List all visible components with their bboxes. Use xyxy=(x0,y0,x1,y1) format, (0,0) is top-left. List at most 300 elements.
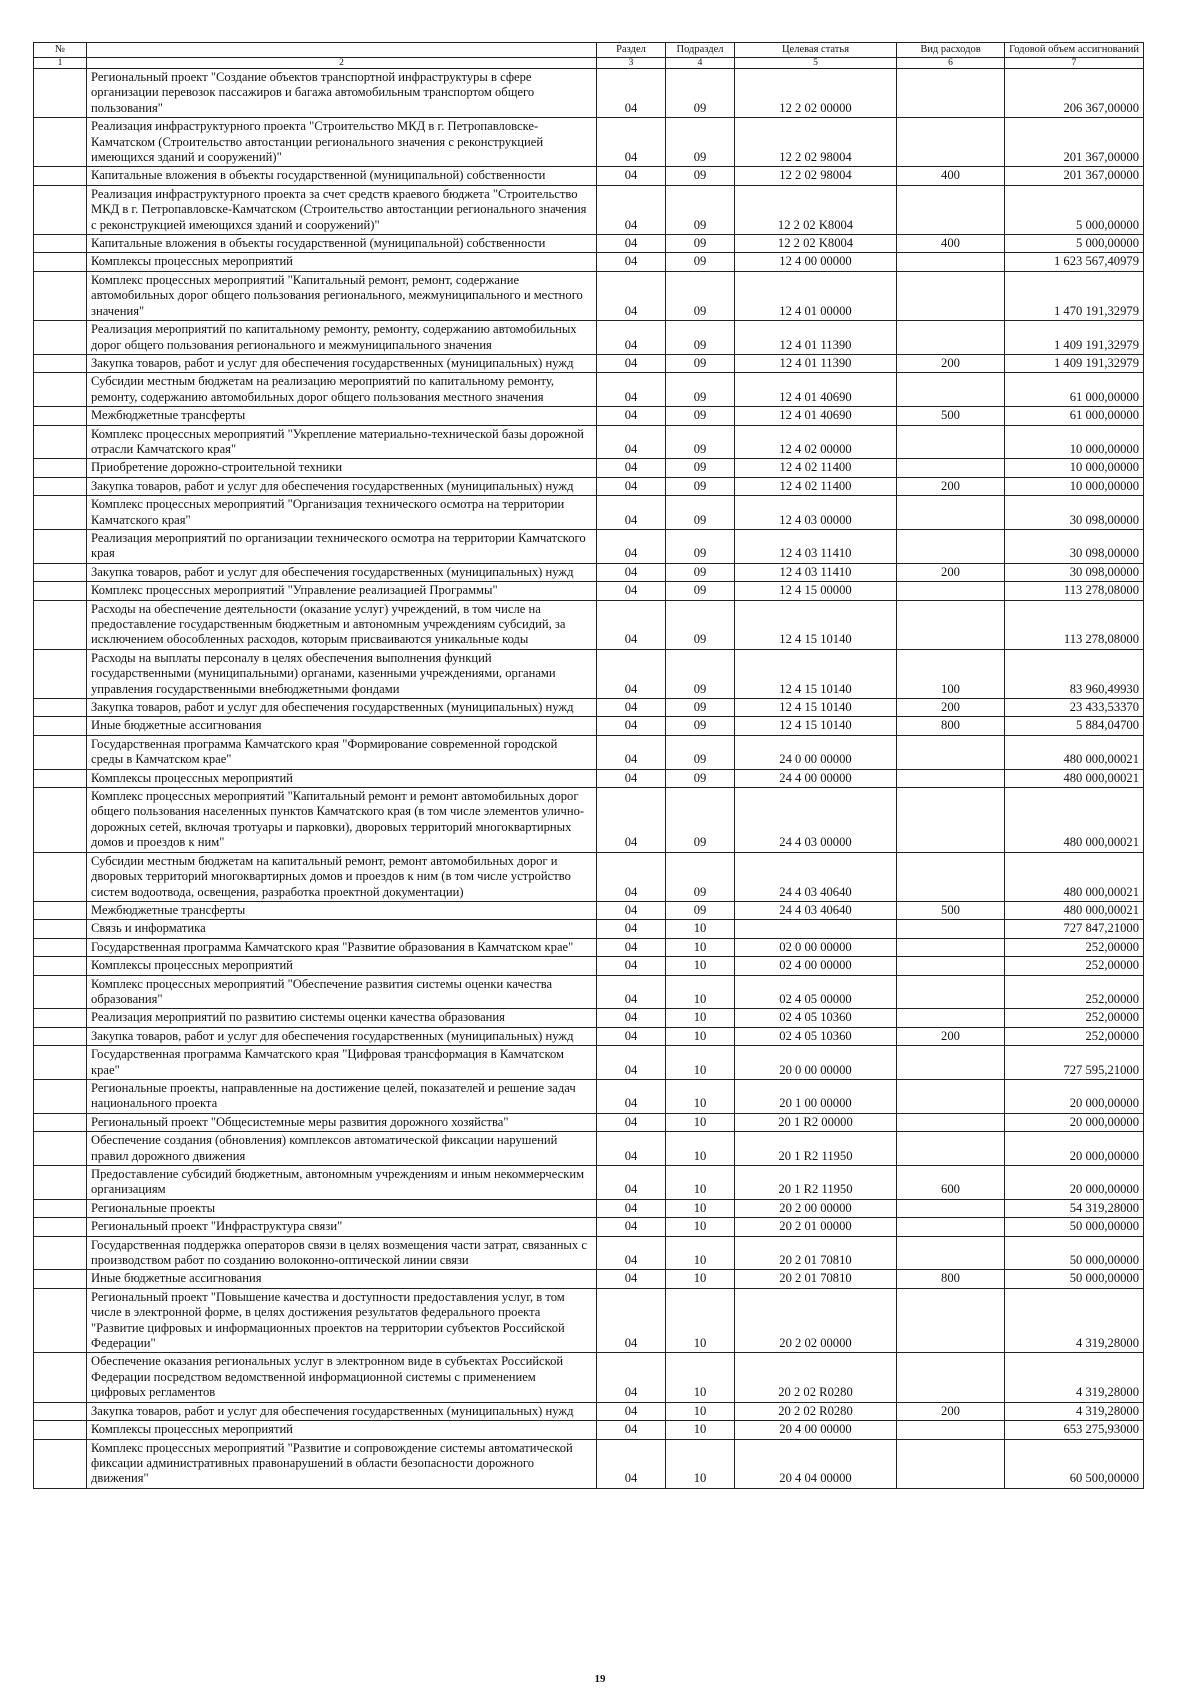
row-number xyxy=(34,582,87,600)
row-number xyxy=(34,459,87,477)
row-target-article: 20 2 01 70810 xyxy=(735,1236,897,1270)
row-name: Закупка товаров, работ и услуг для обеспечения государственных (муниципальных) нужд xyxy=(87,699,597,717)
row-target-article: 12 4 15 10140 xyxy=(735,717,897,735)
table-row xyxy=(34,496,1144,530)
table-row xyxy=(34,373,1144,407)
table-row xyxy=(34,649,1144,698)
row-number xyxy=(34,1421,87,1439)
row-target-article: 12 4 01 40690 xyxy=(735,407,897,425)
row-razdel: 04 xyxy=(597,852,666,901)
row-amount: 10 000,00000 xyxy=(1005,477,1144,495)
row-number xyxy=(34,496,87,530)
row-target-article: 12 4 03 11410 xyxy=(735,563,897,581)
row-razdel: 04 xyxy=(597,1421,666,1439)
row-number xyxy=(34,271,87,320)
row-podrazdel: 09 xyxy=(666,600,735,649)
row-amount: 20 000,00000 xyxy=(1005,1132,1144,1166)
row-target-article: 12 4 15 00000 xyxy=(735,582,897,600)
row-name: Обеспечение создания (обновления) комплексов автоматической фиксации нарушений правил дорожного движения xyxy=(87,1132,597,1166)
row-name: Реализация мероприятий по развитию системы оценки качества образования xyxy=(87,1009,597,1027)
row-target-article: 02 4 05 10360 xyxy=(735,1009,897,1027)
row-expense-type xyxy=(897,852,1005,901)
row-amount: 30 098,00000 xyxy=(1005,563,1144,581)
table-row xyxy=(34,1402,1144,1420)
column-index: 7 xyxy=(1005,58,1144,69)
row-razdel: 04 xyxy=(597,354,666,372)
table-row xyxy=(34,1113,1144,1131)
row-number xyxy=(34,735,87,769)
column-index: 3 xyxy=(597,58,666,69)
row-razdel: 04 xyxy=(597,185,666,234)
row-name: Комплексы процессных мероприятий xyxy=(87,1421,597,1439)
row-number xyxy=(34,1218,87,1236)
row-razdel: 04 xyxy=(597,769,666,787)
row-razdel: 04 xyxy=(597,425,666,459)
row-name: Комплекс процессных мероприятий "Укрепление материально-технической базы дорожной отрасли Камчатского края" xyxy=(87,425,597,459)
row-podrazdel: 09 xyxy=(666,477,735,495)
row-amount: 113 278,08000 xyxy=(1005,582,1144,600)
row-expense-type xyxy=(897,1132,1005,1166)
row-expense-type xyxy=(897,735,1005,769)
row-expense-type: 200 xyxy=(897,354,1005,372)
row-name: Расходы на выплаты персоналу в целях обеспечения выполнения функций государственными (муниципальными) органами, казенными учреждениями, органами управления государственными внебюджетными фондами xyxy=(87,649,597,698)
row-number xyxy=(34,1236,87,1270)
row-razdel: 04 xyxy=(597,717,666,735)
table-row xyxy=(34,1166,1144,1200)
row-number xyxy=(34,1199,87,1217)
row-amount: 727 595,21000 xyxy=(1005,1046,1144,1080)
row-razdel: 04 xyxy=(597,600,666,649)
table-row xyxy=(34,1009,1144,1027)
row-podrazdel: 09 xyxy=(666,649,735,698)
row-number xyxy=(34,699,87,717)
row-razdel: 04 xyxy=(597,271,666,320)
row-name: Комплекс процессных мероприятий "Капитальный ремонт и ремонт автомобильных дорог общего пользования населенных пунктов Камчатского края (в том числе элементов улично-дорожных сетей, включая тротуары и парковки), дворовых территорий многоквартирных домов и проездов к ним" xyxy=(87,788,597,853)
row-razdel: 04 xyxy=(597,321,666,355)
row-number xyxy=(34,1113,87,1131)
row-razdel: 04 xyxy=(597,1079,666,1113)
row-amount: 4 319,28000 xyxy=(1005,1402,1144,1420)
row-razdel: 04 xyxy=(597,957,666,975)
row-name: Государственная программа Камчатского края "Цифровая трансформация в Камчатском крае" xyxy=(87,1046,597,1080)
row-expense-type xyxy=(897,1199,1005,1217)
row-expense-type xyxy=(897,118,1005,167)
row-name: Межбюджетные трансферты xyxy=(87,407,597,425)
row-name: Закупка товаров, работ и услуг для обеспечения государственных (муниципальных) нужд xyxy=(87,1402,597,1420)
table-header-row xyxy=(34,43,1144,58)
row-number xyxy=(34,477,87,495)
row-target-article: 24 4 03 00000 xyxy=(735,788,897,853)
row-amount: 252,00000 xyxy=(1005,957,1144,975)
table-row xyxy=(34,957,1144,975)
row-amount: 480 000,00021 xyxy=(1005,901,1144,919)
table-row xyxy=(34,529,1144,563)
row-target-article: 12 4 02 11400 xyxy=(735,459,897,477)
row-expense-type: 200 xyxy=(897,1402,1005,1420)
row-razdel: 04 xyxy=(597,735,666,769)
column-index: 6 xyxy=(897,58,1005,69)
row-number xyxy=(34,975,87,1009)
row-number xyxy=(34,407,87,425)
row-name: Иные бюджетные ассигнования xyxy=(87,1270,597,1288)
budget-table xyxy=(33,42,1144,1489)
table-row xyxy=(34,459,1144,477)
column-index: 2 xyxy=(87,58,597,69)
row-target-article: 02 4 05 00000 xyxy=(735,975,897,1009)
row-number xyxy=(34,321,87,355)
row-name: Региональный проект "Создание объектов транспортной инфраструктуры в сфере организации перевозок пассажиров и багажа автомобильным транспортом общего пользования" xyxy=(87,69,597,118)
row-name: Межбюджетные трансферты xyxy=(87,901,597,919)
row-podrazdel: 10 xyxy=(666,1113,735,1131)
table-row xyxy=(34,185,1144,234)
row-target-article: 12 4 02 00000 xyxy=(735,425,897,459)
row-podrazdel: 10 xyxy=(666,975,735,1009)
table-row xyxy=(34,477,1144,495)
row-expense-type xyxy=(897,496,1005,530)
row-number xyxy=(34,788,87,853)
row-number xyxy=(34,1027,87,1045)
row-amount: 1 409 191,32979 xyxy=(1005,321,1144,355)
row-target-article: 12 2 02 K8004 xyxy=(735,235,897,253)
table-row xyxy=(34,920,1144,938)
row-number xyxy=(34,1009,87,1027)
row-number xyxy=(34,529,87,563)
row-target-article: 12 2 02 98004 xyxy=(735,167,897,185)
row-razdel: 04 xyxy=(597,699,666,717)
row-number xyxy=(34,1353,87,1402)
row-podrazdel: 10 xyxy=(666,1439,735,1488)
row-expense-type xyxy=(897,1439,1005,1488)
row-expense-type xyxy=(897,1288,1005,1353)
row-razdel: 04 xyxy=(597,1353,666,1402)
row-target-article: 12 4 01 11390 xyxy=(735,321,897,355)
row-razdel: 04 xyxy=(597,1113,666,1131)
budget-table-sheet xyxy=(33,42,1143,1489)
row-name: Государственная поддержка операторов связи в целях возмещения части затрат, связанных с производством работ по созданию волоконно-оптической линии связи xyxy=(87,1236,597,1270)
row-podrazdel: 09 xyxy=(666,253,735,271)
row-razdel: 04 xyxy=(597,167,666,185)
row-podrazdel: 09 xyxy=(666,69,735,118)
row-name: Региональный проект "Общесистемные меры развития дорожного хозяйства" xyxy=(87,1113,597,1131)
row-expense-type xyxy=(897,529,1005,563)
row-expense-type xyxy=(897,957,1005,975)
row-target-article: 12 2 02 00000 xyxy=(735,69,897,118)
row-amount: 252,00000 xyxy=(1005,1027,1144,1045)
row-amount: 252,00000 xyxy=(1005,1009,1144,1027)
row-name: Комплекс процессных мероприятий "Капитальный ремонт, ремонт, содержание автомобильных дорог общего пользования регионального, межмуниципального и местного значения" xyxy=(87,271,597,320)
row-target-article: 20 2 02 00000 xyxy=(735,1288,897,1353)
row-amount: 1 623 567,40979 xyxy=(1005,253,1144,271)
row-razdel: 04 xyxy=(597,582,666,600)
table-row xyxy=(34,769,1144,787)
row-amount: 5 884,04700 xyxy=(1005,717,1144,735)
row-amount: 480 000,00021 xyxy=(1005,852,1144,901)
row-expense-type xyxy=(897,1046,1005,1080)
row-amount: 5 000,00000 xyxy=(1005,235,1144,253)
row-podrazdel: 10 xyxy=(666,1270,735,1288)
row-razdel: 04 xyxy=(597,235,666,253)
row-number xyxy=(34,938,87,956)
row-expense-type: 200 xyxy=(897,1027,1005,1045)
row-amount: 4 319,28000 xyxy=(1005,1288,1144,1353)
row-podrazdel: 10 xyxy=(666,938,735,956)
table-row xyxy=(34,1270,1144,1288)
row-amount: 5 000,00000 xyxy=(1005,185,1144,234)
row-expense-type xyxy=(897,1218,1005,1236)
row-expense-type xyxy=(897,1113,1005,1131)
column-index: 1 xyxy=(34,58,87,69)
table-row xyxy=(34,253,1144,271)
row-number xyxy=(34,852,87,901)
row-razdel: 04 xyxy=(597,253,666,271)
row-amount: 1 409 191,32979 xyxy=(1005,354,1144,372)
row-name: Реализация мероприятий по организации технического осмотра на территории Камчатского края xyxy=(87,529,597,563)
row-razdel: 04 xyxy=(597,1288,666,1353)
page-number: 19 xyxy=(594,1673,606,1685)
row-target-article: 24 4 03 40640 xyxy=(735,901,897,919)
row-razdel: 04 xyxy=(597,975,666,1009)
row-expense-type: 800 xyxy=(897,1270,1005,1288)
row-name: Закупка товаров, работ и услуг для обеспечения государственных (муниципальных) нужд xyxy=(87,354,597,372)
row-expense-type xyxy=(897,253,1005,271)
row-expense-type xyxy=(897,1353,1005,1402)
row-target-article: 20 1 00 00000 xyxy=(735,1079,897,1113)
row-target-article: 12 4 03 11410 xyxy=(735,529,897,563)
row-target-article: 20 2 00 00000 xyxy=(735,1199,897,1217)
table-row xyxy=(34,901,1144,919)
row-podrazdel: 09 xyxy=(666,373,735,407)
row-name: Субсидии местным бюджетам на реализацию мероприятий по капитальному ремонту, ремонту, содержанию автомобильных дорог общего пользования местного значения xyxy=(87,373,597,407)
row-amount: 61 000,00000 xyxy=(1005,407,1144,425)
row-target-article: 12 4 01 11390 xyxy=(735,354,897,372)
row-expense-type xyxy=(897,459,1005,477)
table-row xyxy=(34,425,1144,459)
row-razdel: 04 xyxy=(597,649,666,698)
row-name: Комплекс процессных мероприятий "Развитие и сопровождение системы автоматической фиксации административных правонарушений в области безопасности дорожного движения" xyxy=(87,1439,597,1488)
row-amount: 54 319,28000 xyxy=(1005,1199,1144,1217)
row-target-article: 02 0 00 00000 xyxy=(735,938,897,956)
table-row xyxy=(34,1079,1144,1113)
row-expense-type xyxy=(897,69,1005,118)
row-number xyxy=(34,769,87,787)
row-amount: 83 960,49930 xyxy=(1005,649,1144,698)
row-expense-type xyxy=(897,975,1005,1009)
row-name: Региональный проект "Инфраструктура связи" xyxy=(87,1218,597,1236)
row-number xyxy=(34,1132,87,1166)
row-amount: 1 470 191,32979 xyxy=(1005,271,1144,320)
row-podrazdel: 10 xyxy=(666,1402,735,1420)
row-razdel: 04 xyxy=(597,901,666,919)
row-name: Субсидии местным бюджетам на капитальный ремонт, ремонт автомобильных дорог и дворовых территорий многоквартирных домов и проездов к ним (в том числе устройство систем водоотвода, освещения, разработка проектной документации) xyxy=(87,852,597,901)
table-row xyxy=(34,852,1144,901)
row-number xyxy=(34,373,87,407)
row-expense-type xyxy=(897,769,1005,787)
row-podrazdel: 10 xyxy=(666,1236,735,1270)
row-number xyxy=(34,69,87,118)
row-target-article: 24 0 00 00000 xyxy=(735,735,897,769)
row-amount: 201 367,00000 xyxy=(1005,118,1144,167)
row-number xyxy=(34,649,87,698)
row-amount: 20 000,00000 xyxy=(1005,1166,1144,1200)
row-podrazdel: 10 xyxy=(666,1199,735,1217)
row-podrazdel: 10 xyxy=(666,1027,735,1045)
column-index-row xyxy=(34,58,1144,69)
row-amount: 50 000,00000 xyxy=(1005,1218,1144,1236)
row-name: Закупка товаров, работ и услуг для обеспечения государственных (муниципальных) нужд xyxy=(87,477,597,495)
row-amount: 252,00000 xyxy=(1005,938,1144,956)
table-row xyxy=(34,1218,1144,1236)
row-podrazdel: 10 xyxy=(666,1079,735,1113)
row-name: Связь и информатика xyxy=(87,920,597,938)
row-amount: 50 000,00000 xyxy=(1005,1236,1144,1270)
row-podrazdel: 09 xyxy=(666,118,735,167)
table-row xyxy=(34,735,1144,769)
row-target-article: 20 4 04 00000 xyxy=(735,1439,897,1488)
table-row xyxy=(34,582,1144,600)
row-amount: 480 000,00021 xyxy=(1005,788,1144,853)
row-target-article: 20 4 00 00000 xyxy=(735,1421,897,1439)
row-number xyxy=(34,1166,87,1200)
row-podrazdel: 10 xyxy=(666,920,735,938)
row-expense-type: 200 xyxy=(897,477,1005,495)
row-expense-type xyxy=(897,373,1005,407)
row-podrazdel: 09 xyxy=(666,354,735,372)
row-expense-type: 400 xyxy=(897,235,1005,253)
row-target-article: 20 2 01 00000 xyxy=(735,1218,897,1236)
row-number xyxy=(34,901,87,919)
row-target-article: 12 4 01 40690 xyxy=(735,373,897,407)
row-target-article: 12 4 02 11400 xyxy=(735,477,897,495)
row-razdel: 04 xyxy=(597,1009,666,1027)
row-target-article: 12 2 02 98004 xyxy=(735,118,897,167)
table-row xyxy=(34,118,1144,167)
column-index: 5 xyxy=(735,58,897,69)
row-razdel: 04 xyxy=(597,1166,666,1200)
row-expense-type xyxy=(897,600,1005,649)
row-expense-type xyxy=(897,920,1005,938)
row-number xyxy=(34,600,87,649)
row-target-article: 24 4 03 40640 xyxy=(735,852,897,901)
row-podrazdel: 09 xyxy=(666,769,735,787)
table-row xyxy=(34,271,1144,320)
row-razdel: 04 xyxy=(597,1046,666,1080)
row-number xyxy=(34,957,87,975)
row-amount: 30 098,00000 xyxy=(1005,496,1144,530)
table-row xyxy=(34,1421,1144,1439)
row-podrazdel: 09 xyxy=(666,271,735,320)
row-podrazdel: 09 xyxy=(666,425,735,459)
table-row xyxy=(34,167,1144,185)
row-name: Реализация инфраструктурного проекта "Строительство МКД в г. Петропавловске-Камчатском (Строительство автостанции регионального значения с реконструкцией имеющихся зданий и сооружений)" xyxy=(87,118,597,167)
row-amount: 480 000,00021 xyxy=(1005,735,1144,769)
row-target-article: 20 2 01 70810 xyxy=(735,1270,897,1288)
row-target-article: 20 2 02 R0280 xyxy=(735,1353,897,1402)
row-name: Комплексы процессных мероприятий xyxy=(87,253,597,271)
header-annual-amount: Годовой объем ассигнований xyxy=(1005,43,1144,58)
table-row xyxy=(34,1236,1144,1270)
row-name: Капитальные вложения в объекты государственной (муниципальной) собственности xyxy=(87,235,597,253)
row-expense-type xyxy=(897,788,1005,853)
row-expense-type: 200 xyxy=(897,563,1005,581)
row-amount: 61 000,00000 xyxy=(1005,373,1144,407)
row-podrazdel: 10 xyxy=(666,1009,735,1027)
row-amount: 727 847,21000 xyxy=(1005,920,1144,938)
row-amount: 20 000,00000 xyxy=(1005,1113,1144,1131)
row-name: Комплекс процессных мероприятий "Управление реализацией Программы" xyxy=(87,582,597,600)
row-podrazdel: 09 xyxy=(666,788,735,853)
row-expense-type xyxy=(897,938,1005,956)
row-podrazdel: 09 xyxy=(666,852,735,901)
header-target-article: Целевая статья xyxy=(735,43,897,58)
row-target-article: 24 4 00 00000 xyxy=(735,769,897,787)
row-podrazdel: 10 xyxy=(666,957,735,975)
row-podrazdel: 10 xyxy=(666,1353,735,1402)
row-name: Реализация инфраструктурного проекта за счет средств краевого бюджета "Строительство МКД в г. Петропавловске-Камчатском (Строительство автостанции регионального значения с реконструкцией имеющихся зданий и сооружений)" xyxy=(87,185,597,234)
row-razdel: 04 xyxy=(597,920,666,938)
row-expense-type xyxy=(897,1009,1005,1027)
row-target-article: 12 4 01 00000 xyxy=(735,271,897,320)
row-name: Приобретение дорожно-строительной техники xyxy=(87,459,597,477)
row-name: Комплекс процессных мероприятий "Организация технического осмотра на территории Камчатского края" xyxy=(87,496,597,530)
row-number xyxy=(34,253,87,271)
row-expense-type xyxy=(897,425,1005,459)
row-amount: 10 000,00000 xyxy=(1005,459,1144,477)
row-amount: 30 098,00000 xyxy=(1005,529,1144,563)
row-razdel: 04 xyxy=(597,529,666,563)
row-podrazdel: 09 xyxy=(666,235,735,253)
row-number xyxy=(34,1270,87,1288)
row-target-article: 12 2 02 K8004 xyxy=(735,185,897,234)
row-name: Предоставление субсидий бюджетным, автономным учреждениям и иным некоммерческим организациям xyxy=(87,1166,597,1200)
row-name: Закупка товаров, работ и услуг для обеспечения государственных (муниципальных) нужд xyxy=(87,563,597,581)
row-target-article: 02 4 00 00000 xyxy=(735,957,897,975)
row-expense-type: 400 xyxy=(897,167,1005,185)
row-number xyxy=(34,167,87,185)
row-amount: 113 278,08000 xyxy=(1005,600,1144,649)
row-razdel: 04 xyxy=(597,1027,666,1045)
row-target-article: 12 4 15 10140 xyxy=(735,600,897,649)
row-podrazdel: 09 xyxy=(666,407,735,425)
row-name: Региональный проект "Повышение качества и доступности предоставления услуг, в том числе в электронной форме, в целях достижения результатов федерального проекта "Развитие цифровых и информационных проектов на территории субъектов Российской Федерации" xyxy=(87,1288,597,1353)
header-expense-type: Вид расходов xyxy=(897,43,1005,58)
row-amount: 201 367,00000 xyxy=(1005,167,1144,185)
row-amount: 4 319,28000 xyxy=(1005,1353,1144,1402)
row-razdel: 04 xyxy=(597,1402,666,1420)
row-number xyxy=(34,185,87,234)
row-podrazdel: 09 xyxy=(666,321,735,355)
row-name: Обеспечение оказания региональных услуг в электронном виде в субъектах Российской Федерации посредством ведомственной информационной системы с применением цифровых регламентов xyxy=(87,1353,597,1402)
table-row xyxy=(34,1046,1144,1080)
row-name: Комплексы процессных мероприятий xyxy=(87,957,597,975)
row-name: Региональные проекты, направленные на достижение целей, показателей и решение задач национального проекта xyxy=(87,1079,597,1113)
row-expense-type: 500 xyxy=(897,901,1005,919)
row-amount: 480 000,00021 xyxy=(1005,769,1144,787)
row-target-article: 20 0 00 00000 xyxy=(735,1046,897,1080)
row-number xyxy=(34,235,87,253)
row-number xyxy=(34,1288,87,1353)
column-index: 4 xyxy=(666,58,735,69)
header-name xyxy=(87,43,597,58)
row-expense-type: 200 xyxy=(897,699,1005,717)
row-razdel: 04 xyxy=(597,118,666,167)
row-number xyxy=(34,920,87,938)
row-target-article: 20 2 02 R0280 xyxy=(735,1402,897,1420)
table-row xyxy=(34,1288,1144,1353)
row-target-article: 20 1 R2 11950 xyxy=(735,1166,897,1200)
row-expense-type xyxy=(897,1236,1005,1270)
table-row xyxy=(34,600,1144,649)
row-razdel: 04 xyxy=(597,1270,666,1288)
